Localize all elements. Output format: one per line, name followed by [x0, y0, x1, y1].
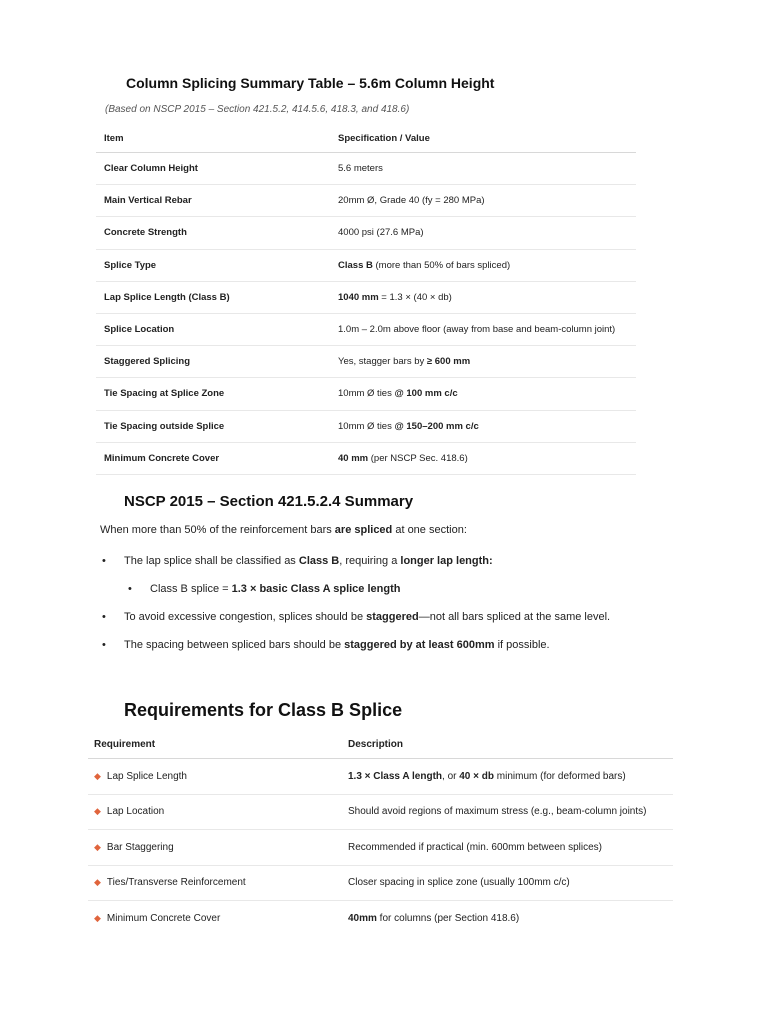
text-run: Closer spacing in splice zone (usually 100mm c/c)	[348, 877, 570, 889]
text-run: at one section:	[392, 524, 467, 536]
bold-text: staggered	[366, 611, 419, 623]
row-requirement	[88, 794, 342, 830]
row-requirement	[88, 901, 342, 936]
table-row	[96, 313, 636, 345]
bold-text: 40mm	[348, 912, 377, 924]
text-run: Should avoid regions of maximum stress (e.g., beam-column joints)	[348, 806, 647, 818]
requirement-label: Ties/Transverse Reinforcement	[106, 877, 246, 889]
row-value	[330, 378, 636, 410]
bullet-text	[124, 555, 493, 567]
diamond-bullet-icon: ◆	[94, 841, 101, 852]
row-item: Splice Type	[96, 249, 330, 281]
bold-text: longer lap length:	[400, 555, 493, 567]
table-row	[88, 759, 673, 795]
header-item: Item	[96, 124, 330, 153]
row-item: Clear Column Height	[96, 153, 330, 185]
row-description	[342, 830, 673, 866]
text-run: (per NSCP Sec. 418.6)	[368, 452, 468, 464]
row-requirement	[88, 865, 342, 901]
bold-text: Class B	[338, 259, 373, 271]
bold-text: @ 150–200 mm c/c	[394, 420, 479, 432]
summary-table-title: Column Splicing Summary Table – 5.6m Column Height	[126, 75, 495, 91]
row-description	[342, 759, 673, 795]
bullet-icon: •	[102, 555, 106, 567]
table-row	[88, 901, 673, 936]
table-header-row	[96, 124, 636, 153]
requirements-table-body	[88, 759, 673, 936]
class-b-requirements-title: Requirements for Class B Splice	[124, 700, 403, 720]
diamond-bullet-icon: ◆	[94, 877, 101, 888]
table-header-row	[88, 730, 673, 759]
bold-text: are spliced	[334, 524, 393, 536]
table-row	[96, 217, 636, 249]
header-requirement: Requirement	[88, 730, 342, 759]
row-value	[330, 410, 636, 442]
text-run: minimum (for deformed bars)	[494, 770, 626, 782]
bold-text: 1040 mm	[338, 291, 379, 303]
row-value	[330, 185, 636, 217]
row-value	[330, 249, 636, 281]
row-item: Concrete Strength	[96, 217, 330, 249]
row-item: Main Vertical Rebar	[96, 185, 330, 217]
bold-text: Class B	[298, 555, 340, 567]
row-description	[342, 794, 673, 830]
text-run: for columns (per Section 418.6)	[376, 912, 520, 924]
table-row	[88, 794, 673, 830]
bold-text: 40 × db	[459, 770, 494, 782]
text-run: 5.6 meters	[338, 163, 383, 175]
bold-text: 1.3 × basic Class A splice length	[231, 583, 401, 595]
requirement-label: Lap Location	[106, 806, 165, 818]
text-run: Yes, stagger bars by	[338, 356, 427, 368]
nscp-section-title: NSCP 2015 – Section 421.5.2.4 Summary	[124, 493, 414, 510]
table-row	[96, 153, 636, 185]
row-description	[342, 865, 673, 901]
table-row	[96, 281, 636, 313]
bullet-icon: •	[128, 583, 132, 595]
row-item: Tie Spacing outside Splice	[96, 410, 330, 442]
text-run: (more than 50% of bars spliced)	[372, 259, 511, 271]
diamond-bullet-icon: ◆	[94, 912, 101, 923]
text-run: Class B splice =	[150, 583, 232, 595]
text-run: , or	[442, 770, 460, 782]
bullet-text	[124, 639, 550, 651]
text-run: The spacing between spliced bars should be	[124, 639, 345, 651]
text-run: When more than 50% of the reinforcement bars	[100, 524, 335, 536]
row-value	[330, 346, 636, 378]
header-description: Description	[342, 730, 673, 759]
diamond-bullet-icon: ◆	[94, 806, 101, 817]
row-value	[330, 217, 636, 249]
requirement-label: Lap Splice Length	[106, 770, 187, 782]
row-requirement	[88, 759, 342, 795]
table-row	[88, 865, 673, 901]
requirement-label: Bar Staggering	[106, 841, 174, 853]
text-run: 10mm Ø ties	[338, 420, 395, 432]
bold-text: ≥ 600 mm	[426, 356, 471, 368]
text-run: = 1.3 × (40 × db)	[378, 291, 452, 303]
bullet-icon: •	[102, 639, 106, 651]
text-run: Recommended if practical (min. 600mm between splices)	[348, 841, 602, 853]
text-run: 20mm Ø, Grade 40 (fy = 280 MPa)	[338, 195, 485, 207]
diamond-bullet-icon: ◆	[94, 770, 101, 781]
code-basis-note: (Based on NSCP 2015 – Section 421.5.2, 414.5.6, 418.3, and 418.6)	[105, 104, 410, 115]
table-row	[96, 410, 636, 442]
row-description	[342, 901, 673, 936]
bullet-text	[150, 583, 400, 595]
bold-text: 40 mm	[338, 452, 369, 464]
text-run: 4000 psi (27.6 MPa)	[338, 227, 424, 239]
text-run: 1.0m – 2.0m above floor (away from base and beam-column joint)	[338, 324, 616, 336]
row-item: Lap Splice Length (Class B)	[96, 281, 330, 313]
row-item: Tie Spacing at Splice Zone	[96, 378, 330, 410]
bold-text: staggered by at least 600mm	[344, 639, 495, 651]
summary-table-body	[96, 153, 636, 475]
text-run: To avoid excessive congestion, splices should be	[124, 611, 367, 623]
row-requirement	[88, 830, 342, 866]
bold-text: 1.3 × Class A length	[348, 770, 443, 782]
row-value	[330, 153, 636, 185]
table-row	[96, 249, 636, 281]
table-row	[96, 378, 636, 410]
row-item: Splice Location	[96, 313, 330, 345]
bold-text: @ 100 mm c/c	[394, 388, 458, 400]
row-value	[330, 442, 636, 474]
bullet-icon: •	[102, 611, 106, 623]
row-value	[330, 313, 636, 345]
text-run: 10mm Ø ties	[338, 388, 395, 400]
class-b-requirements-table	[88, 730, 673, 936]
nscp-intro-text	[100, 524, 467, 536]
table-row	[96, 346, 636, 378]
text-run: if possible.	[494, 639, 550, 651]
row-value	[330, 281, 636, 313]
row-item: Minimum Concrete Cover	[96, 442, 330, 474]
requirement-label: Minimum Concrete Cover	[106, 912, 221, 924]
header-specification: Specification / Value	[330, 124, 636, 153]
text-run: , requiring a	[339, 555, 401, 567]
table-row	[96, 185, 636, 217]
bullet-text	[124, 611, 610, 623]
row-item: Staggered Splicing	[96, 346, 330, 378]
text-run: The lap splice shall be classified as	[124, 555, 299, 567]
table-row	[88, 830, 673, 866]
text-run: —not all bars spliced at the same level.	[418, 611, 611, 623]
table-row	[96, 442, 636, 474]
column-splicing-summary-table	[96, 124, 636, 475]
